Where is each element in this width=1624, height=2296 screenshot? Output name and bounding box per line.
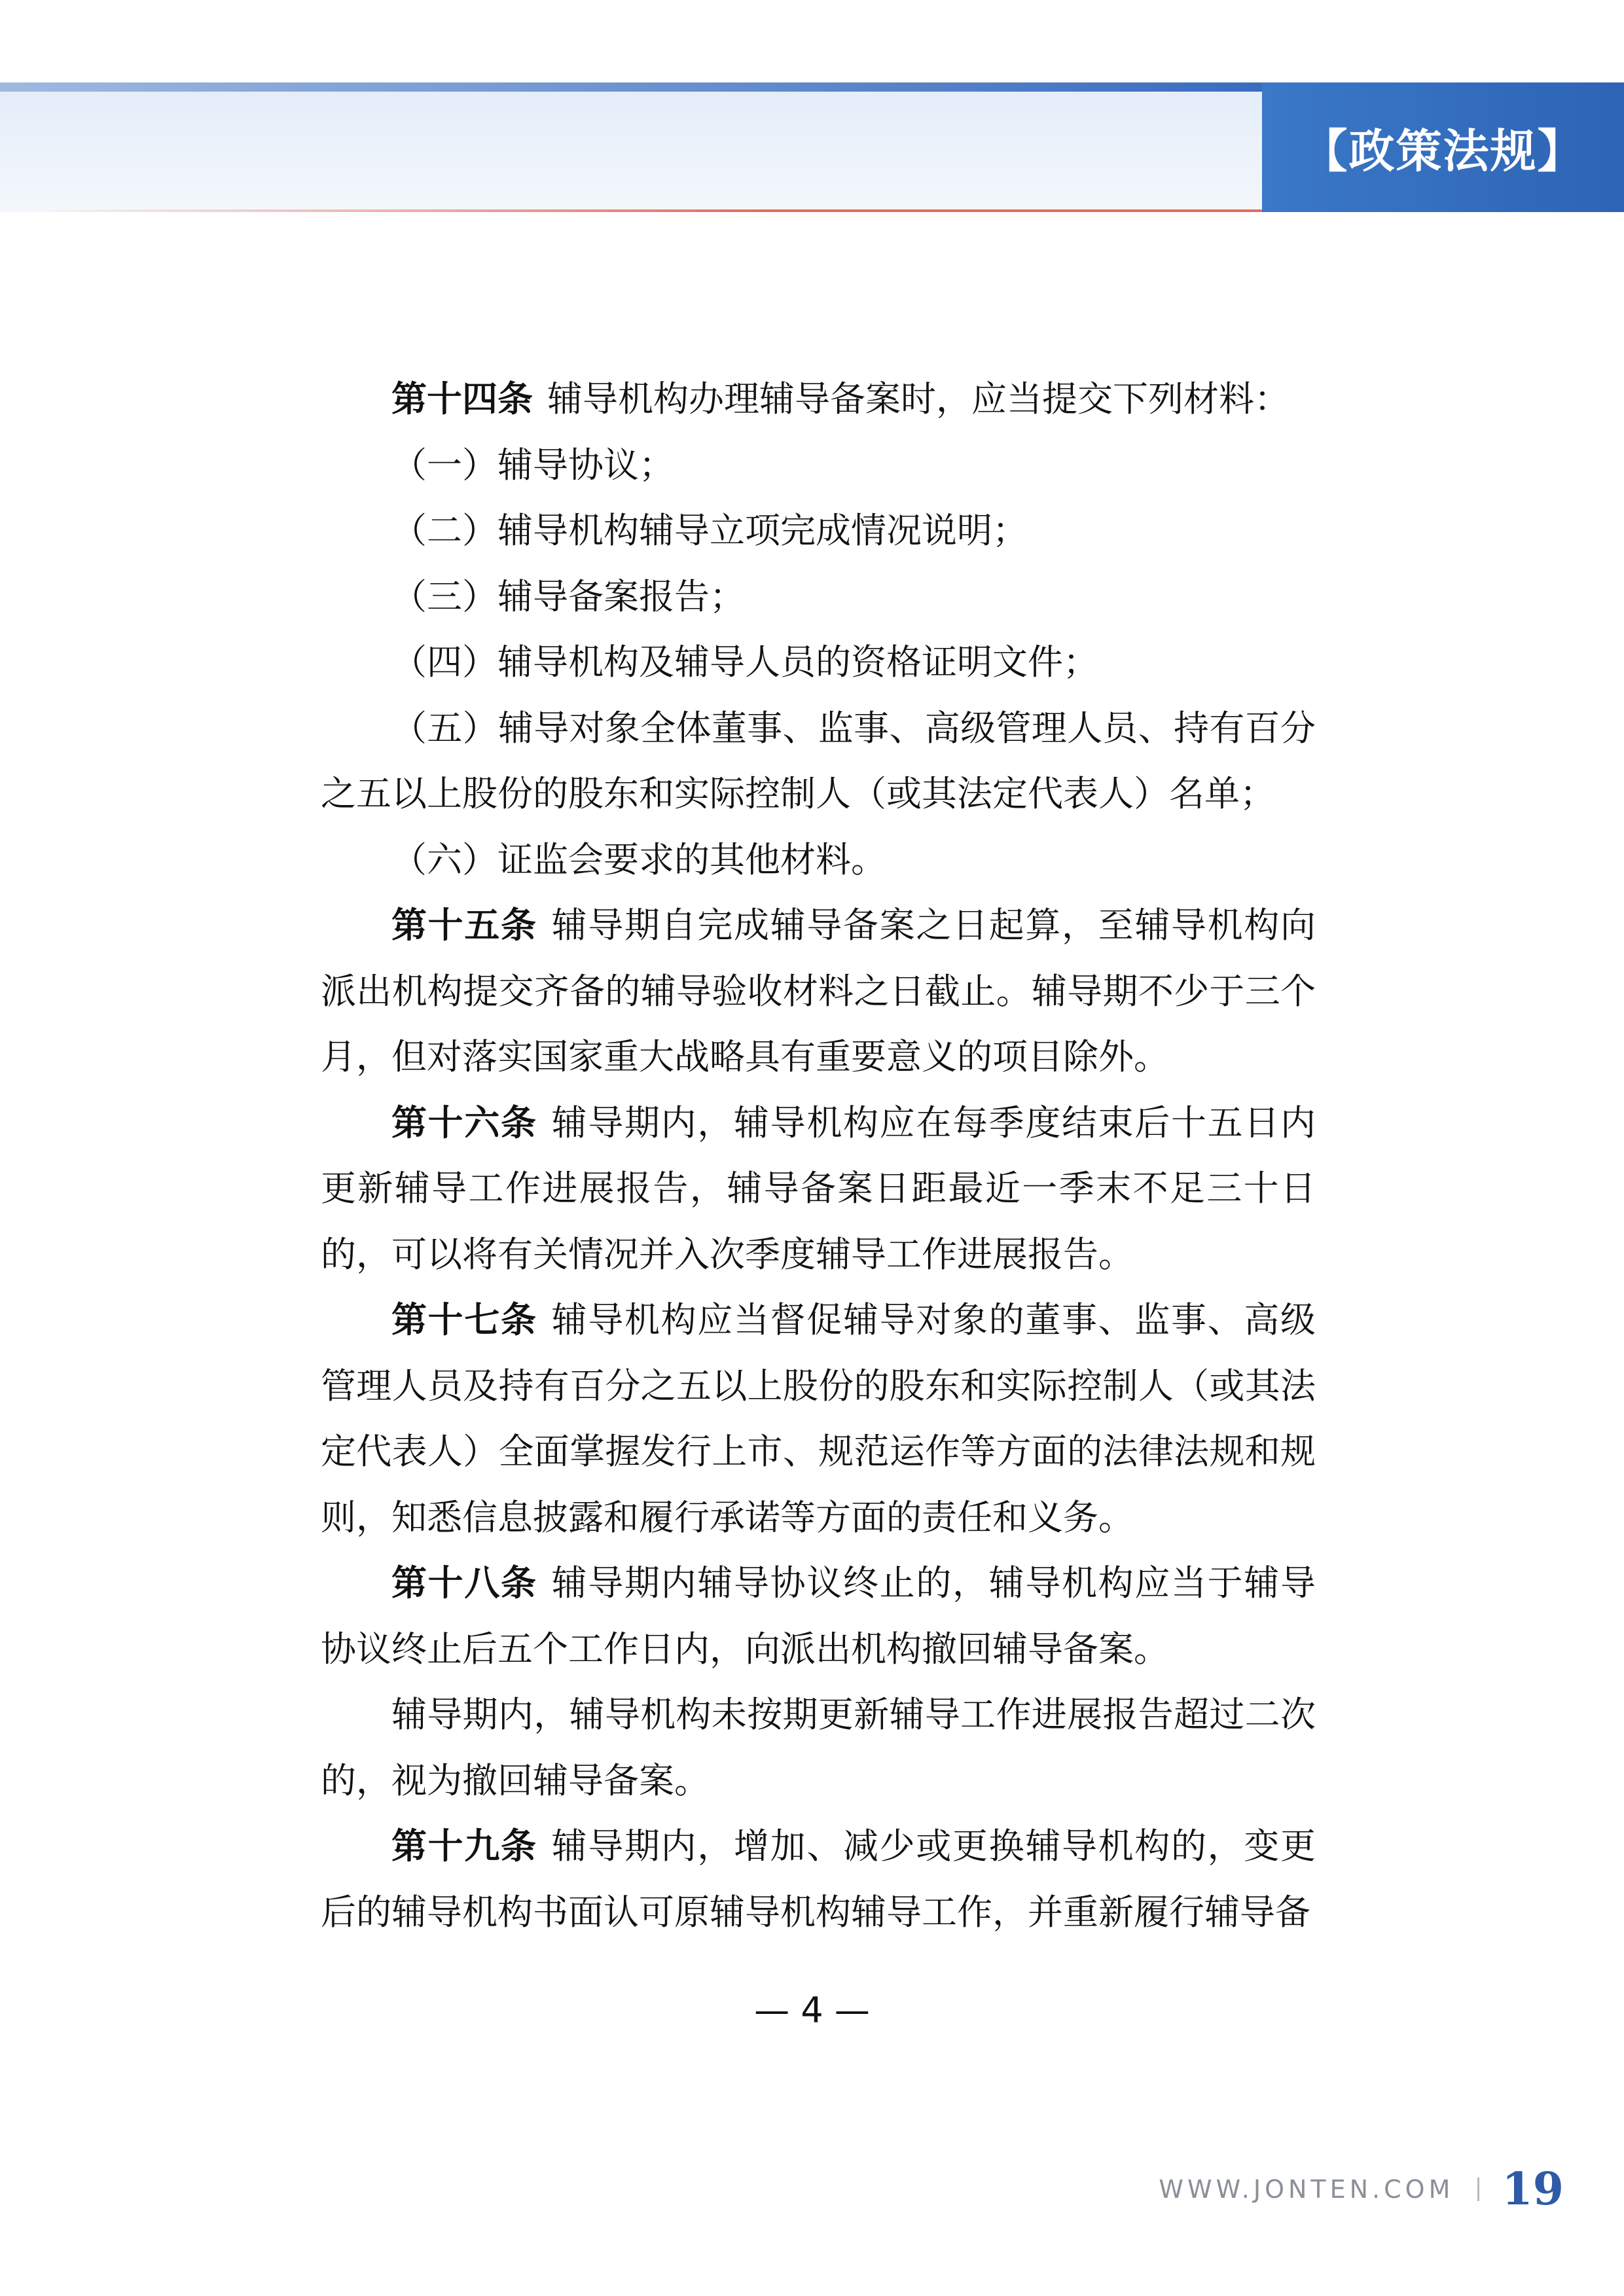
material-item-4: （四）辅导机构及辅导人员的资格证明文件； [391,641,1098,683]
article-text: 辅导期内，增加、减少或更换辅导机构的，变更后的辅导机构书面认可原辅导机构辅导工作，并重新履行辅导备 [321,1825,1316,1933]
footer-website: WWW.JONTEN.COM [1159,2175,1454,2204]
footer-folio: 19 [1502,2163,1564,2215]
material-item-3: （三）辅导备案报告； [391,575,745,617]
article-19 [321,1814,1316,1945]
inner-page-number: — 4 — [754,1990,870,2031]
article-number: 第十四条 [391,378,533,420]
article-14 [321,367,1316,433]
material-item-5: （五）辅导对象全体董事、监事、高级管理人员、持有百分之五以上股份的股东和实际控制人（或其法定代表人）名单； [321,707,1316,814]
article-18-paragraph-2: 辅导期内，辅导机构未按期更新辅导工作进展报告超过二次的，视为撤回辅导备案。 [321,1694,1316,1801]
article-15 [321,893,1316,1090]
article-number: 第十八条 [391,1562,537,1604]
header-bottom-rule [26,209,1262,212]
article-text: 辅导机构办理辅导备案时，应当提交下列材料： [547,378,1290,420]
footer [1159,2160,1564,2219]
article-body [321,367,1316,1945]
footer-divider [1477,2178,1479,2201]
article-text: 辅导期内，辅导机构应在每季度结束后十五日内更新辅导工作进展报告，辅导备案日距最近一季末不足三十日的，可以将有关情况并入次季度辅导工作进展报告。 [321,1102,1316,1275]
article-16 [321,1090,1316,1288]
article-17 [321,1287,1316,1551]
article-text: 辅导期自完成辅导备案之日起算，至辅导机构向派出机构提交齐备的辅导验收材料之日截止。辅导期不少于三个月，但对落实国家重大战略具有重要意义的项目除外。 [321,905,1316,1077]
article-text: 辅导机构应当督促辅导对象的董事、监事、高级管理人员及持有百分之五以上股份的股东和实际控制人（或其法定代表人）全面掌握发行上市、规范运作等方面的法律法规和规则，知悉信息披露和履行承诺等方面的责任和义务。 [321,1299,1316,1538]
article-text: 辅导期内辅导协议终止的，辅导机构应当于辅导协议终止后五个工作日内，向派出机构撤回辅导备案。 [321,1562,1316,1670]
article-18 [321,1551,1316,1682]
header-band [0,82,1262,212]
header-top-rule [0,82,1262,92]
article-number: 第十六条 [391,1102,537,1143]
article-number: 第十九条 [391,1825,537,1867]
article-number: 第十七条 [391,1299,537,1340]
material-item-2: （二）辅导机构辅导立项完成情况说明； [391,510,1028,551]
section-tag: 【政策法规】 [1262,82,1624,212]
material-item-6: （六）证监会要求的其他材料。 [391,838,886,880]
article-number: 第十五条 [391,905,537,946]
material-item-1: （一）辅导协议； [391,444,674,486]
